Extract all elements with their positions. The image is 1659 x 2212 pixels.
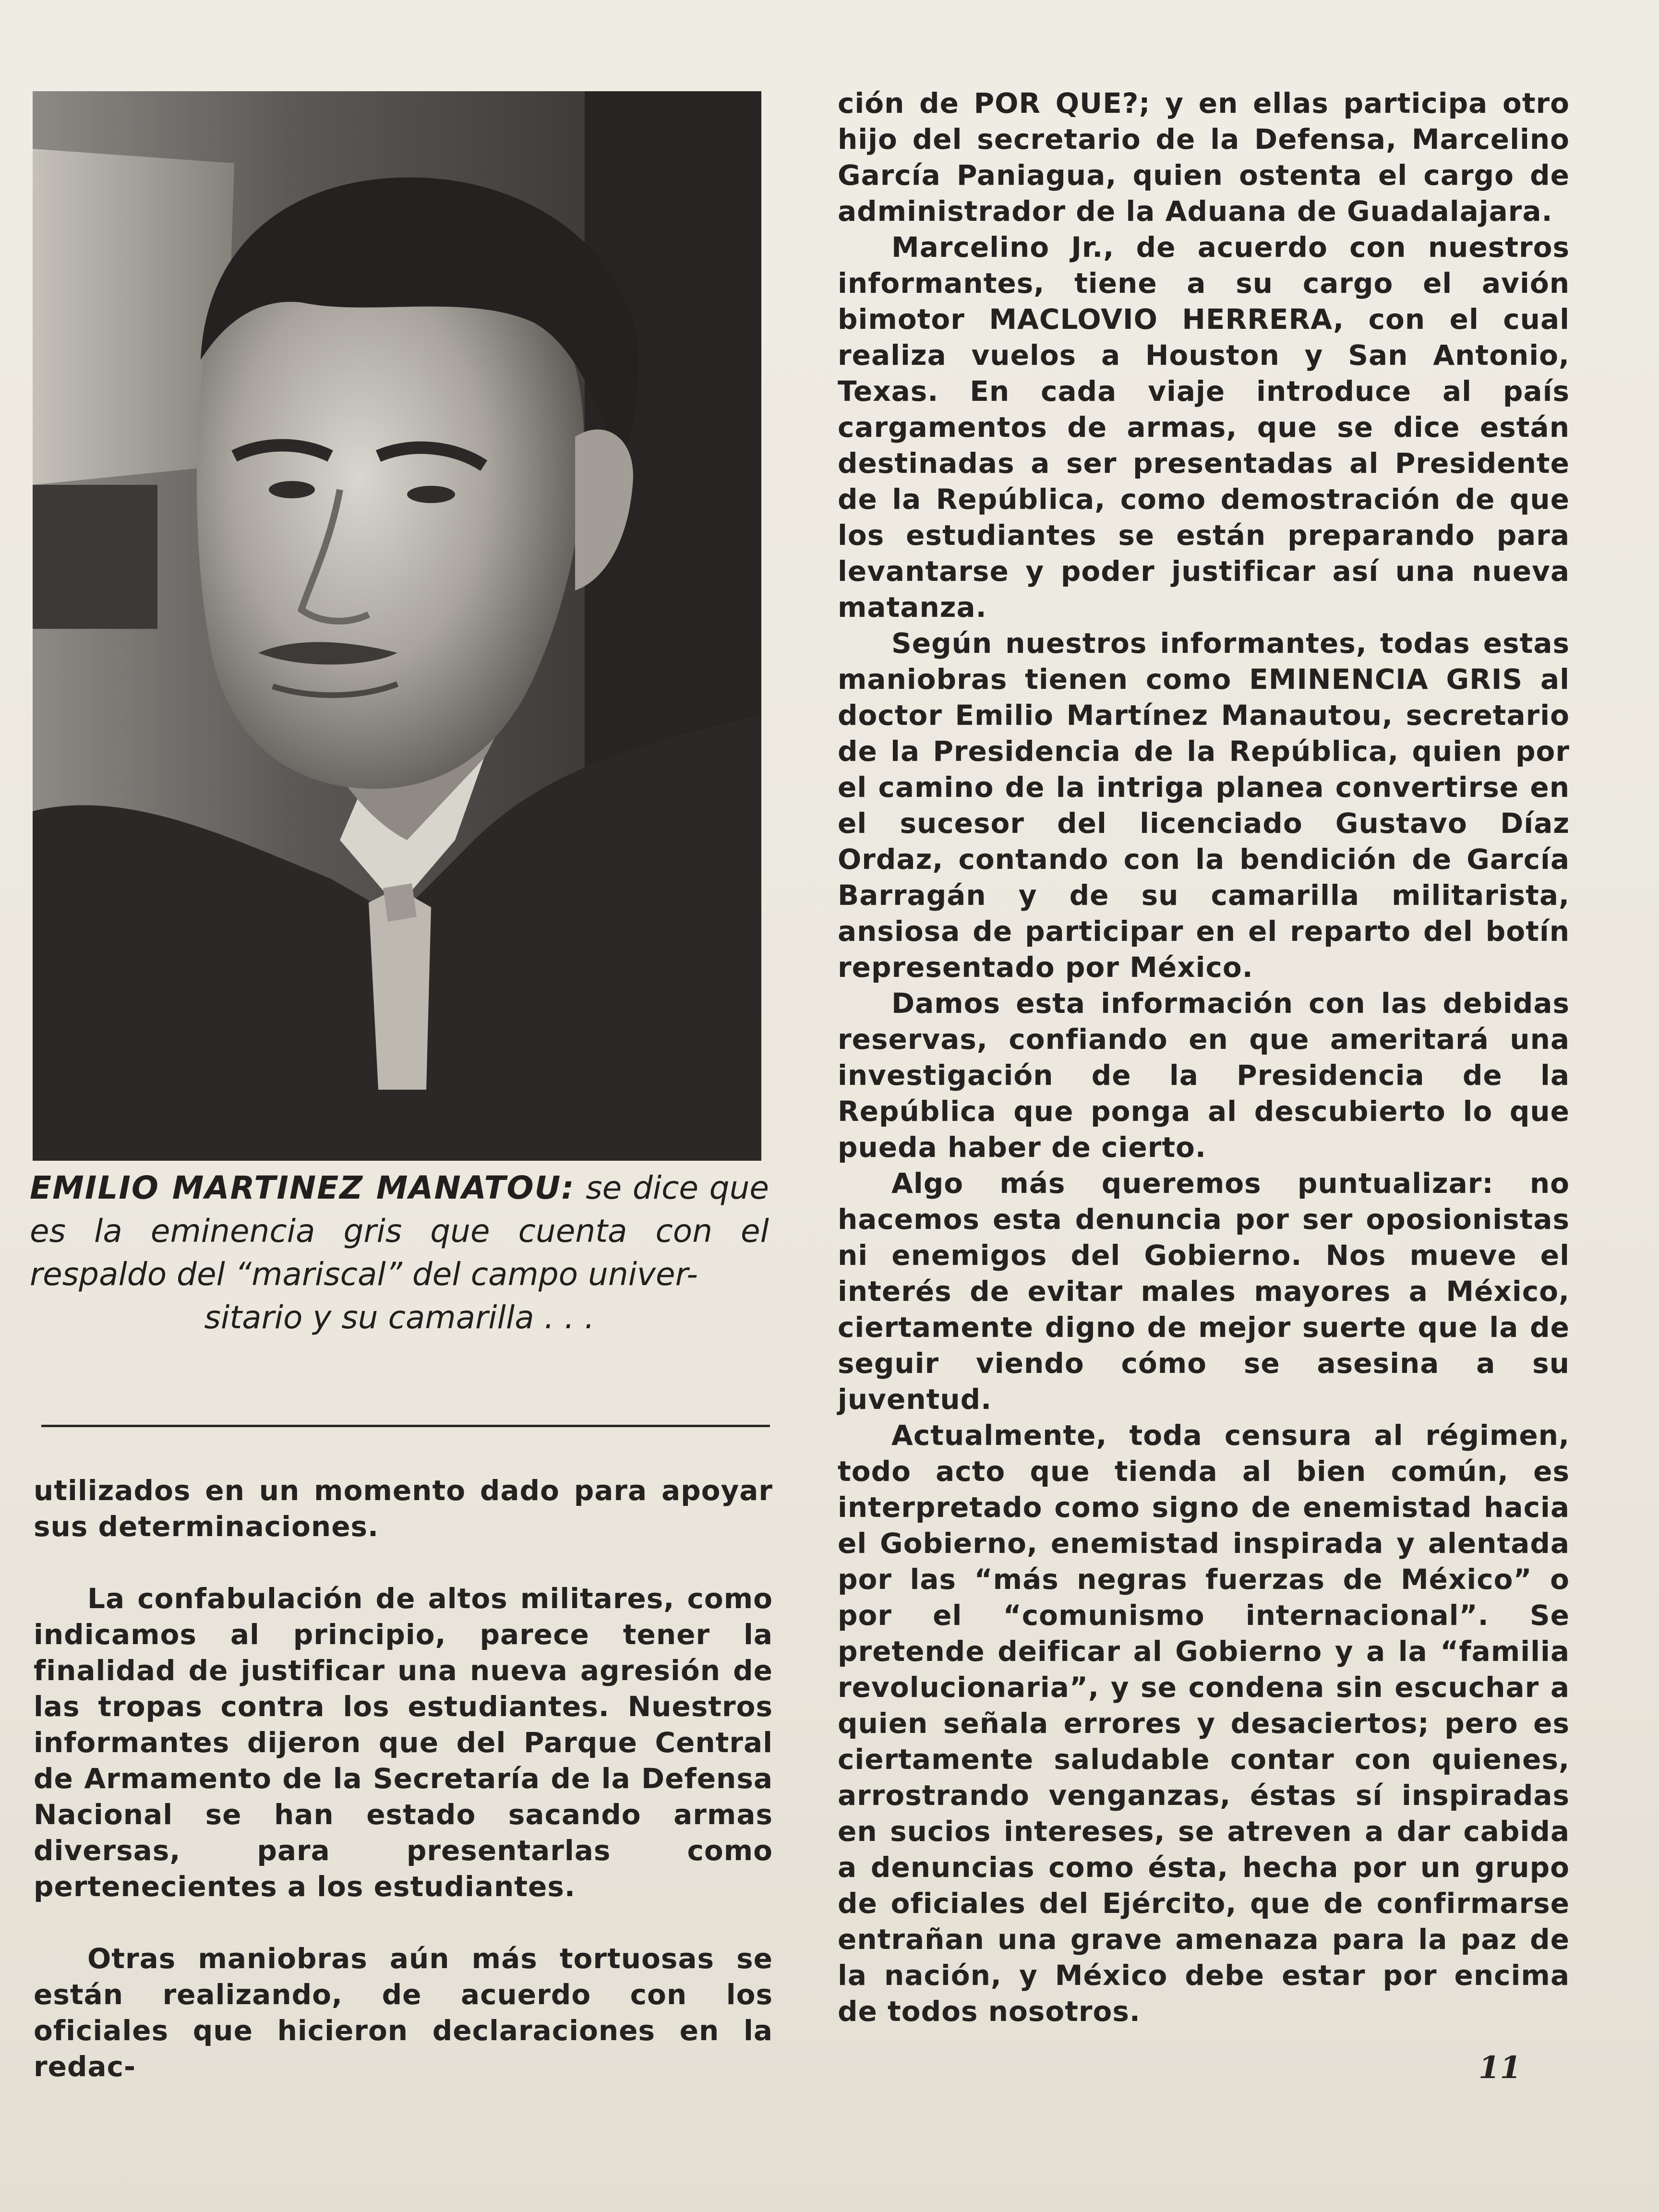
right-column xyxy=(838,85,1570,2030)
paragraph: ción de POR QUE?; y en ellas participa otro hijo del secretario de la Defensa, Marcelino García Paniagua, quien ostenta el cargo de administrador de la Aduana de Guadalajara. xyxy=(838,87,1570,228)
paragraph: Según nuestros informantes, todas estas maniobras tienen como EMINENCIA GRIS al doctor Emilio Martínez Manautou, secretario de la Presidencia de la República, quien por el camino de la intriga planea convertirse en el sucesor del licenciado Gustavo Díaz Ordaz, contando con la bendición de García Barragán y de su camarilla militarista, ansiosa de participar en el reparto del botín representado por México. xyxy=(838,627,1570,984)
caption-text: se dice que es la eminencia gris que cuenta con el respaldo del “mariscal” del campo univer- xyxy=(30,1169,769,1293)
caption-name: EMILIO MARTINEZ MANATOU: xyxy=(30,1169,575,1206)
paragraph: Actualmente, toda censura al régimen, todo acto que tienda al bien común, es interpretado como signo de enemistad hacia el Gobierno, enemistad inspirada y alentada por las “más negras fuerzas de México” o por el “comunismo internacional”. Se pretende deificar al Gobierno y a la “familia revolucionaria”, y se condena sin escuchar a quien señala errores y desaciertos; pero es ciertamente saludable contar con quienes, arrostrando venganzas, éstas sí inspiradas en sucios intereses, se atreven a dar cabida a denuncias como ésta, hecha por un grupo de oficiales del Ejército, que de confirmarse entrañan una grave amenaza para la paz de la nación, y México debe estar por encima de todos nosotros. xyxy=(838,1419,1570,2028)
paragraph: Algo más queremos puntualizar: no hacemos esta denuncia por ser oposionistas ni enemigos del Gobierno. Nos mueve el interés de evitar males mayores a México, ciertamente digno de mejor suerte que la de seguir viendo cómo se asesina a su juventud. xyxy=(838,1167,1570,1416)
paragraph: Marcelino Jr., de acuerdo con nuestros informantes, tiene a su cargo el avión bimotor MACLOVIO HERRERA, con el cual realiza vuelos a Houston y San Antonio, Texas. En cada viaje introduce al país cargamentos de armas, que se dice están destinadas a ser presentadas al Presidente de la República, como demostración de que los estudiantes se están preparando para levantarse y poder justificar así una nueva matanza. xyxy=(838,231,1570,624)
paragraph: Otras maniobras aún más tortuosas se están realizando, de acuerdo con los oficiales que hicieron declaraciones en la redac- xyxy=(34,1942,773,2083)
photo-caption xyxy=(30,1166,769,1339)
portrait-photo xyxy=(33,91,761,1161)
section-divider xyxy=(41,1425,770,1427)
paragraph: Damos esta información con las debidas reservas, confiando en que ameritará una investigación de la Presidencia de la República que ponga al descubierto lo que pueda haber de cierto. xyxy=(838,987,1570,1164)
caption-last-line: sitario y su camarilla . . . xyxy=(204,1299,595,1336)
paragraph: utilizados en un momento dado para apoyar sus determinaciones. xyxy=(34,1474,773,1543)
page-number: 11 xyxy=(1479,2050,1522,2086)
portrait-illustration xyxy=(33,91,761,1161)
paragraph: La confabulación de altos militares, como indicamos al principio, parece tener la finalidad de justificar una nueva agresión de las tropas contra los estudiantes. Nuestros informantes dijeron que del Parque Central de Armamento de la Secretaría de la Defensa Nacional se han estado sacando armas diversas, para presentarlas como pertenecientes a los estudiantes. xyxy=(34,1582,773,1903)
left-column xyxy=(34,1473,773,2085)
